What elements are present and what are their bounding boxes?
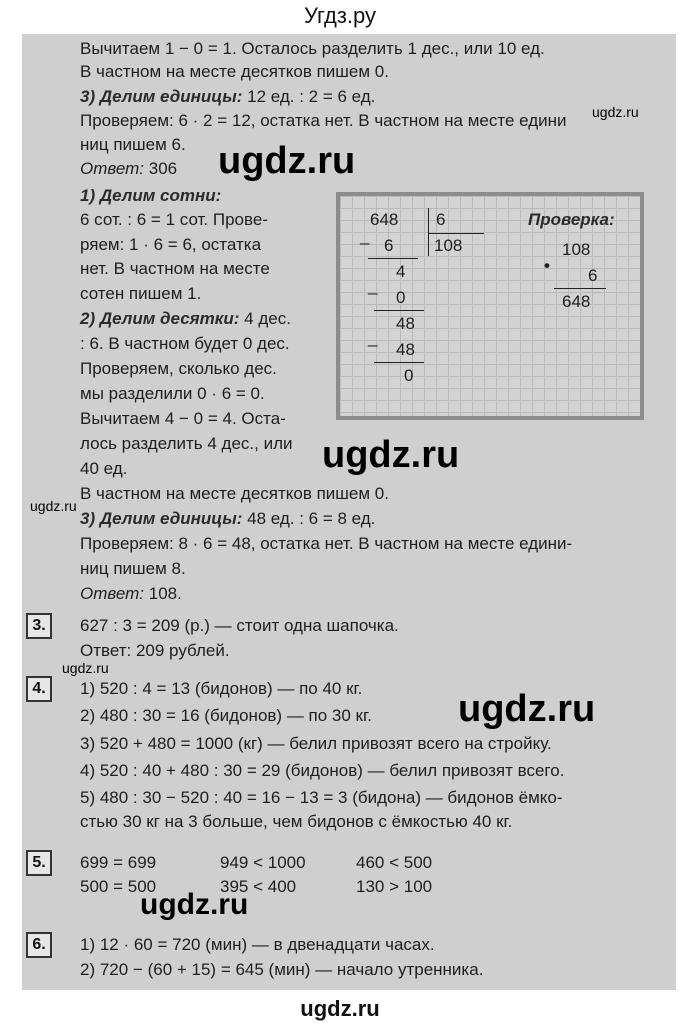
watermark-4: ugdz.ru [140, 888, 249, 921]
site-header [0, 0, 680, 34]
task-3-number: 3. [26, 613, 52, 639]
task-5-number: 5. [26, 850, 52, 876]
div-step3-line-0: 3) Делим единицы: 48 ед. : 6 = 8 ед. [80, 509, 376, 528]
step-rem-3: 0 [404, 366, 414, 385]
div-answer-value: 108. [144, 584, 182, 603]
step-sub-1: 6 [384, 236, 394, 255]
watermark-small-1: ugdz.ru [592, 104, 639, 120]
prev-answer-value: 306 [144, 159, 178, 178]
div-answer [80, 583, 182, 605]
div-step2-line-0: 2) Делим десятки: 4 дес. [80, 309, 291, 328]
task-6-line-2: 2) 720 − (60 + 15) = 645 (мин) — начало утренника. [80, 960, 484, 979]
div-answer-label: Ответ: [80, 584, 145, 603]
div-step2-line-4: Вычитаем 4 − 0 = 4. Оста- [80, 409, 286, 428]
prev-line-1: Вычитаем 1 − 0 = 1. Осталось разделить 1 дес., или 10 ед. [80, 39, 545, 58]
step-rem-2: 48 [396, 314, 415, 333]
prev-step-label: 3) Делим единицы: [80, 87, 243, 106]
div-step1-line-2: ряем: 1 · 6 = 6, остатка [80, 235, 262, 254]
task-4-line-5: 5) 480 : 30 − 520 : 40 = 16 − 13 = 3 (бидона) — бидонов ёмко- [80, 788, 563, 807]
div-step2-line-1: : 6. В частном будет 0 дес. [80, 334, 290, 353]
watermark-2: ugdz.ru [322, 434, 460, 476]
step-rule-3 [374, 362, 424, 363]
check-product: 648 [562, 292, 591, 311]
site-footer [0, 990, 680, 1028]
divisor: 6 [436, 210, 446, 229]
task-5-r2c2: 395 < 400 [220, 877, 297, 896]
task-5-r1c2: 949 < 1000 [220, 853, 306, 872]
check-factor-2: 6 [588, 266, 598, 285]
step-sub-2: 0 [396, 288, 406, 307]
div-step2-label: 2) Делим десятки: [80, 309, 240, 328]
dividend: 648 [370, 210, 399, 229]
div-step2-line-5: лось разделить 4 дес., или [80, 434, 293, 453]
prev-line-5: ниц пишем 6. [80, 135, 186, 154]
step-rule-1 [368, 258, 418, 259]
prev-step-text: 12 ед. : 2 = 6 ед. [242, 87, 376, 106]
quotient-rule [428, 233, 484, 234]
div-step1-line-3: нет. В частном на месте [80, 259, 270, 278]
task-3-line-2: Ответ: 209 рублей. [80, 641, 230, 660]
task-4-line-6: стью 30 кг на 3 больше, чем бидонов с ёмкостью 40 кг. [80, 812, 513, 831]
task-4-line-1: 1) 520 : 4 = 13 (бидонов) — по 40 кг. [80, 679, 363, 698]
task-3-line-1: 627 : 3 = 209 (р.) — стоит одна шапочка. [80, 616, 399, 635]
div-step3-line-2: ниц пишем 8. [80, 559, 186, 578]
long-division-box [336, 192, 644, 420]
div-step2-line-6: 40 ед. [80, 459, 128, 478]
task-4-line-3: 3) 520 + 480 = 1000 (кг) — белил привозят всего на стройку. [80, 734, 552, 753]
task-4-line-2: 2) 480 : 30 = 16 (бидонов) — по 30 кг. [80, 706, 372, 725]
watermark-1: ugdz.ru [218, 140, 356, 182]
step-rule-2 [374, 310, 424, 311]
div-step1-label: 1) Делим сотни: [80, 186, 222, 205]
div-step2-line-2: Проверяем, сколько дес. [80, 359, 277, 378]
task-4-line-4: 4) 520 : 40 + 480 : 30 = 29 (бидонов) — белил привозят всего. [80, 761, 565, 780]
div-step2-line-7: В частном на месте десятков пишем 0. [80, 484, 389, 503]
step-sub-3: 48 [396, 340, 415, 359]
div-step3-line-1: Проверяем: 8 · 6 = 48, остатка нет. В частном на месте едини- [80, 534, 573, 553]
check-rule [554, 288, 606, 289]
site-title: Угдз.ру [303, 3, 377, 28]
task-5-r2c1: 500 = 500 [80, 877, 157, 896]
div-step1-line-4: сотен пишем 1. [80, 284, 202, 303]
watermark-3: ugdz.ru [458, 688, 596, 730]
prev-line-3 [80, 86, 375, 108]
prev-answer [80, 158, 177, 180]
task-5-r2c3: 130 > 100 [356, 877, 433, 896]
quotient: 108 [434, 236, 463, 255]
check-factor-1: 108 [562, 240, 591, 259]
step-rem-1: 4 [396, 262, 406, 281]
minus-sign-2: _ [368, 276, 378, 295]
minus-sign-3: _ [368, 328, 378, 347]
task-6-number: 6. [26, 932, 52, 958]
div-step2-line-3: мы разделили 0 · 6 = 0. [80, 384, 265, 403]
task-5-r1c1: 699 = 699 [80, 853, 157, 872]
watermark-small-3: ugdz.ru [62, 660, 109, 676]
check-title: Проверка: [528, 210, 615, 229]
watermark-small-2: ugdz.ru [30, 498, 77, 514]
footer-site: ugdz.ru [300, 996, 380, 1021]
prev-line-2: В частном на месте десятков пишем 0. [80, 62, 389, 81]
task-5-r1c3: 460 < 500 [356, 853, 433, 872]
division-bar [428, 208, 429, 256]
multiply-dot-icon: • [544, 256, 550, 275]
task-4-number: 4. [26, 676, 52, 702]
minus-sign: _ [360, 226, 370, 245]
task-6-line-1: 1) 12 · 60 = 720 (мин) — в двенадцати часах. [80, 935, 435, 954]
prev-answer-label: Ответ: [80, 159, 145, 178]
div-step3-label: 3) Делим единицы: [80, 509, 243, 528]
div-step1-line-1: 6 сот. : 6 = 1 сот. Прове- [80, 210, 268, 229]
prev-line-4: Проверяем: 6 · 2 = 12, остатка нет. В частном на месте едини [80, 111, 567, 130]
